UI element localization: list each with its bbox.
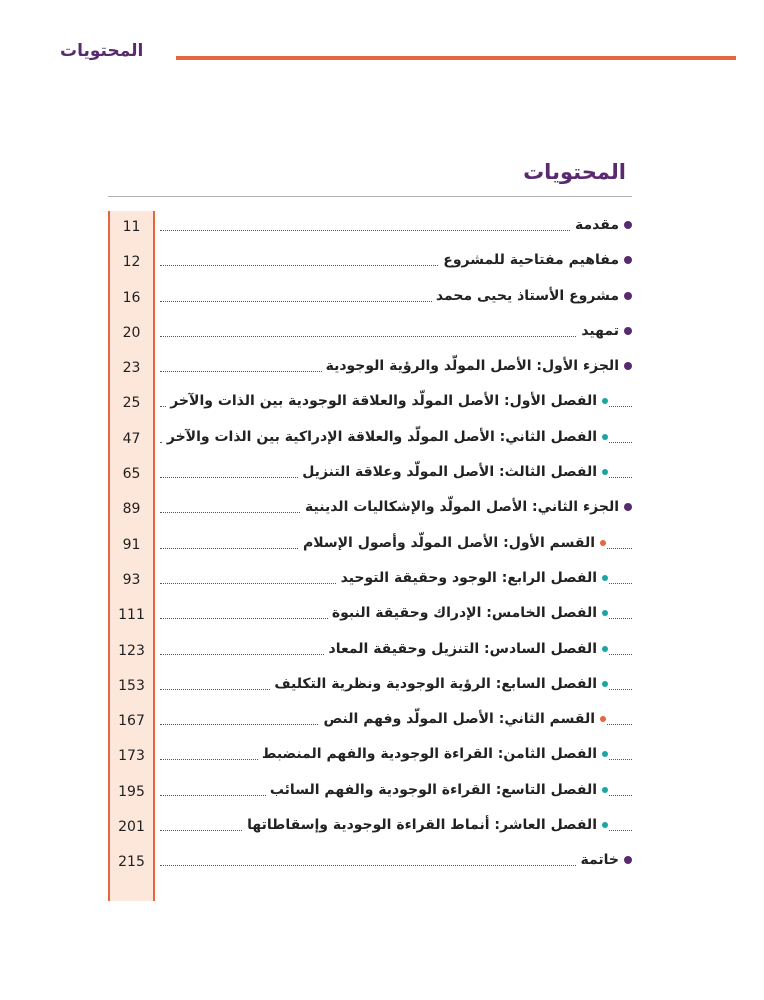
- bullet-icon: [624, 256, 632, 264]
- toc-page-number: 201: [118, 819, 145, 836]
- dot-leader: [160, 336, 632, 337]
- toc-entry-label: تمهيد: [581, 322, 619, 339]
- toc-entry[interactable]: [108, 317, 632, 352]
- toc-entry-label: القسم الأول: الأصل المولّد وأصول الإسلام: [302, 534, 595, 551]
- toc-entry-text: [266, 782, 608, 798]
- toc-entry[interactable]: [108, 564, 632, 599]
- toc-page-number: 11: [122, 219, 141, 235]
- toc-entry-text: [270, 676, 608, 692]
- toc-entry-label: القسم الثاني: الأصل المولّد وفهم النص: [323, 711, 595, 728]
- bullet-icon: [600, 540, 606, 546]
- bullet-icon: [602, 398, 608, 404]
- toc-entry-label: الجزء الثاني: الأصل المولّد والإشكاليات الدينية: [305, 499, 619, 516]
- table-of-contents: [108, 211, 632, 882]
- bullet-icon: [600, 716, 606, 722]
- toc-page-number: 215: [118, 854, 145, 871]
- toc-entry-label: خاتمة: [580, 852, 619, 869]
- toc-entry-text: [301, 499, 632, 515]
- toc-entry-label: الفصل التاسع: القراءة الوجودية والفهم السائب: [269, 781, 597, 798]
- toc-entry[interactable]: [108, 529, 632, 564]
- toc-entry-label: الفصل الثامن: القراءة الوجودية والفهم المنضبط: [261, 746, 597, 763]
- toc-entry-text: [328, 605, 608, 621]
- bullet-icon: [602, 434, 608, 440]
- toc-entry[interactable]: [108, 387, 632, 422]
- toc-entry-label: مفاهيم مفتاحية للمشروع: [443, 252, 619, 269]
- toc-entry-text: [439, 252, 632, 268]
- toc-entry-text: [325, 641, 608, 657]
- toc-page-number: 12: [122, 254, 141, 271]
- toc-page-number: 47: [122, 430, 141, 447]
- toc-entry[interactable]: [108, 846, 632, 881]
- toc-entry-text: [337, 570, 608, 586]
- toc-entry[interactable]: [108, 458, 632, 493]
- bullet-icon: [624, 362, 632, 370]
- toc-entry-label: الجزء الأول: الأصل المولّد والرؤية الوجودية: [325, 358, 619, 375]
- toc-entry-text: [571, 217, 632, 233]
- toc-entry-label: مقدمة: [575, 217, 619, 233]
- toc-entry-label: الفصل الأول: الأصل المولّد والعلاقة الوجودية بين الذات والآخر: [170, 393, 597, 410]
- toc-entry-label: الفصل الرابع: الوجود وحقيقة التوحيد: [340, 569, 597, 586]
- toc-page-number: 173: [118, 748, 145, 765]
- toc-page-number: 23: [122, 360, 141, 377]
- toc-page-number: 93: [122, 571, 141, 588]
- toc-page-number: 65: [122, 466, 141, 483]
- title-divider: [108, 196, 632, 197]
- toc-page-number: 153: [118, 677, 145, 694]
- bullet-icon: [602, 787, 608, 793]
- toc-entry-text: [298, 464, 608, 480]
- bullet-icon: [624, 503, 632, 511]
- toc-entry-label: الفصل الثاني: الأصل المولّد والعلاقة الإدراكية بين الذات والآخر: [166, 428, 597, 445]
- toc-page-number: 89: [122, 501, 141, 518]
- toc-entry[interactable]: [108, 776, 632, 811]
- toc-page-number: 195: [118, 783, 145, 800]
- toc-entry-label: الفصل الخامس: الإدراك وحقيقة النبوة: [331, 605, 597, 622]
- toc-entry[interactable]: [108, 705, 632, 740]
- toc-entry[interactable]: [108, 352, 632, 387]
- toc-page-number: 123: [118, 642, 145, 659]
- toc-entry[interactable]: [108, 811, 632, 846]
- toc-entry[interactable]: [108, 493, 632, 528]
- toc-entry-text: [322, 358, 632, 374]
- toc-entry-label: الفصل الثالث: الأصل المولّد وعلاقة التنزيل: [302, 464, 597, 481]
- toc-entry-text: [299, 535, 606, 551]
- toc-entry[interactable]: [108, 246, 632, 281]
- toc-entry[interactable]: [108, 670, 632, 705]
- toc-entry-text: [432, 288, 632, 304]
- toc-entry[interactable]: [108, 635, 632, 670]
- toc-entry-text: [577, 852, 632, 868]
- toc-page-number: 91: [122, 536, 141, 553]
- toc-entry-label: الفصل السابع: الرؤية الوجودية ونظرية التكليف: [274, 675, 597, 692]
- toc-page-number: 167: [118, 713, 145, 730]
- bullet-icon: [602, 610, 608, 616]
- toc-entry-label: الفصل السادس: التنزيل وحقيقة المعاد: [328, 640, 597, 657]
- toc-entry-label: مشروع الأستاذ يحيى محمد: [435, 287, 619, 304]
- header-accent-bar: [176, 56, 736, 60]
- bullet-icon: [602, 575, 608, 581]
- bullet-icon: [624, 327, 632, 335]
- bullet-icon: [602, 646, 608, 652]
- toc-entry-text: [577, 323, 632, 339]
- bullet-icon: [624, 221, 632, 229]
- toc-entry-text: [243, 817, 608, 833]
- bullet-icon: [624, 292, 632, 300]
- toc-entry[interactable]: [108, 282, 632, 317]
- toc-entry[interactable]: [108, 423, 632, 458]
- toc-entry-text: [258, 746, 608, 762]
- toc-entry-label: الفصل العاشر: أنماط القراءة الوجودية وإسقاطاتها: [247, 817, 597, 834]
- bullet-icon: [602, 681, 608, 687]
- toc-page-number: 20: [122, 324, 141, 341]
- toc-page-number: 25: [122, 395, 141, 412]
- toc-entry-text: [319, 711, 606, 727]
- toc-entry[interactable]: [108, 599, 632, 634]
- toc-entry-text: [163, 429, 608, 445]
- page-title: المحتويات: [523, 160, 626, 184]
- toc-page-number: 111: [118, 607, 145, 624]
- toc-entry[interactable]: [108, 211, 632, 246]
- bullet-icon: [602, 822, 608, 828]
- bullet-icon: [602, 751, 608, 757]
- running-header-title: المحتويات: [60, 41, 144, 61]
- toc-page-number: 16: [122, 289, 141, 306]
- dot-leader: [160, 230, 632, 231]
- dot-leader: [160, 865, 632, 866]
- toc-entry[interactable]: [108, 740, 632, 775]
- toc-entry-text: [166, 393, 608, 409]
- bullet-icon: [602, 469, 608, 475]
- bullet-icon: [624, 856, 632, 864]
